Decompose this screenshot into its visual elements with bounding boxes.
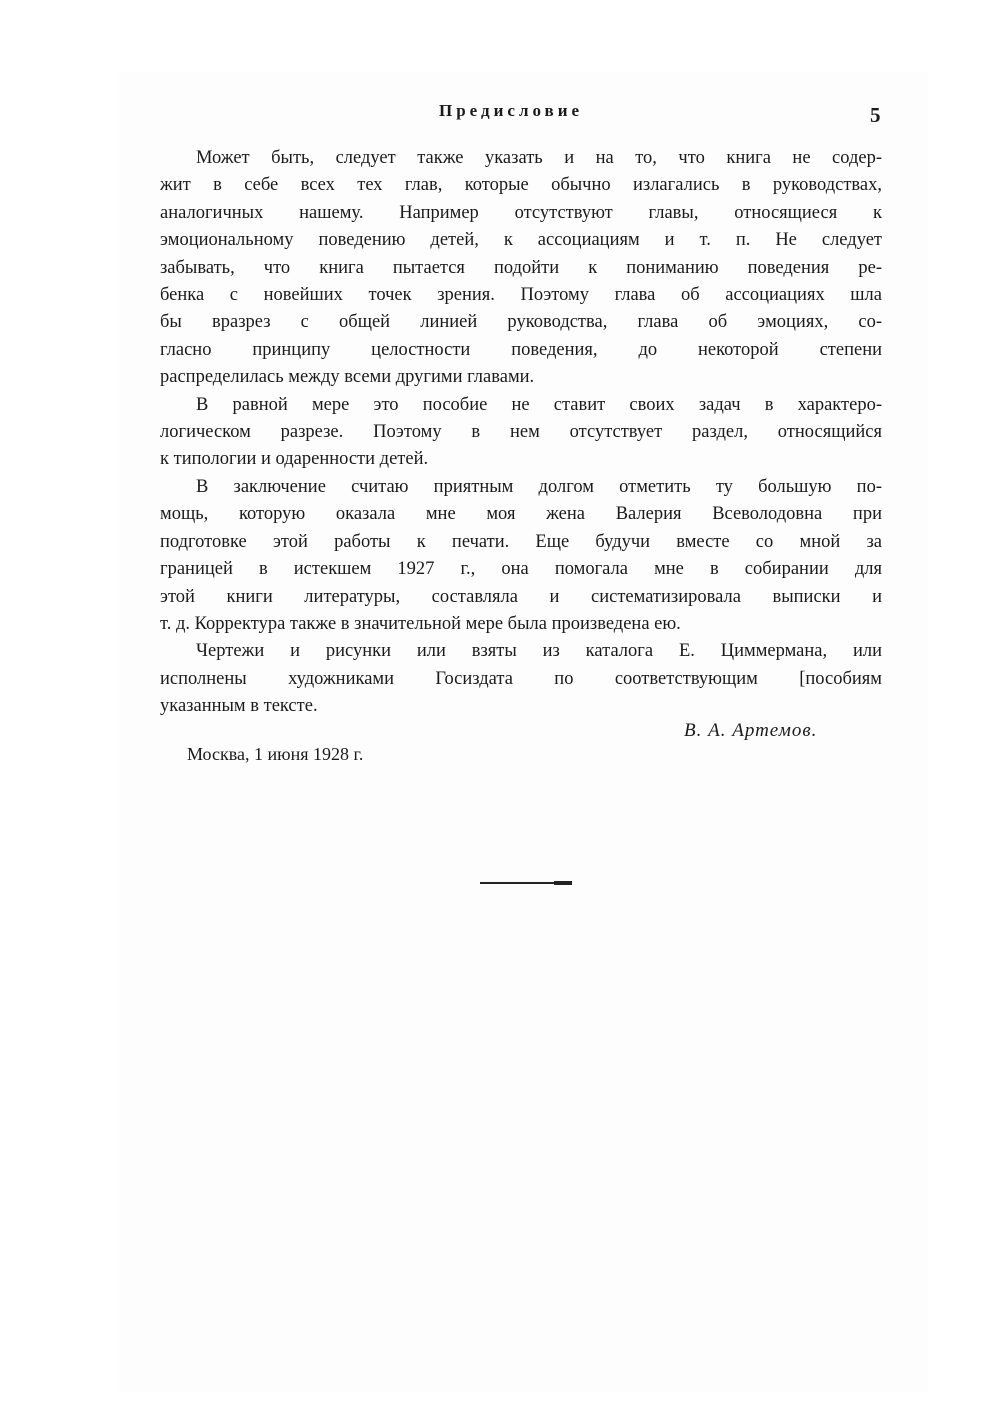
page-number: 5	[870, 103, 881, 127]
text-line: бенка с новейших точек зрения. Поэтому глава об ассоциациях шла	[160, 285, 882, 306]
end-ornament-rule	[480, 882, 570, 884]
text-line: к типологии и одаренности детей.	[160, 449, 429, 470]
author-signature: В. А. Артемов.	[684, 720, 818, 741]
text-line: Чертежи и рисунки или взяты из каталога Е. Циммермана, или	[196, 641, 882, 662]
text-line: логическом разрезе. Поэтому в нем отсутствует раздел, относящийся	[160, 422, 882, 443]
text-line: В заключение считаю приятным долгом отметить ту большую по-	[196, 476, 882, 497]
text-line: этой книги литературы, составляла и систематизировала выписки и	[160, 586, 882, 607]
text-line: т. д. Корректура также в значительной мере была произведена ею.	[160, 613, 681, 634]
text-line: гласно принципу целостности поведения, до некоторой степени	[160, 339, 882, 360]
text-line: В равной мере это пособие не ставит своих задач в характеро-	[196, 394, 882, 415]
place-date: Москва, 1 июня 1928 г.	[187, 744, 364, 764]
text-line: жит в себе всех тех глав, которые обычно излагались в руководствах,	[160, 175, 882, 196]
text-line: указанным в тексте.	[160, 696, 318, 717]
text-line: эмоциональному поведению детей, к ассоциациям и т. п. Не следует	[160, 230, 882, 251]
preface-text	[160, 145, 882, 721]
text-line: исполнены художниками Госиздата по соответствующим [пособиям	[160, 668, 882, 689]
text-line: бы вразрез с общей линией руководства, глава об эмоциях, со-	[160, 312, 882, 333]
text-line: Может быть, следует также указать и на то, что книга не содер-	[196, 148, 882, 168]
text-line: забывать, что книга пытается подойти к пониманию поведения ре-	[160, 257, 882, 278]
running-head: Предисловие	[439, 101, 584, 120]
text-line: распределилась между всеми другими главами.	[160, 367, 535, 388]
text-line: подготовке этой работы к печати. Еще будучи вместе со мной за	[160, 531, 882, 552]
text-line: аналогичных нашему. Например отсутствуют главы, относящиеся к	[160, 202, 882, 223]
text-line: границей в истекшем 1927 г., она помогала мне в собирании для	[160, 559, 882, 580]
text-line: мощь, которую оказала мне моя жена Валерия Всеволодовна при	[160, 504, 882, 525]
